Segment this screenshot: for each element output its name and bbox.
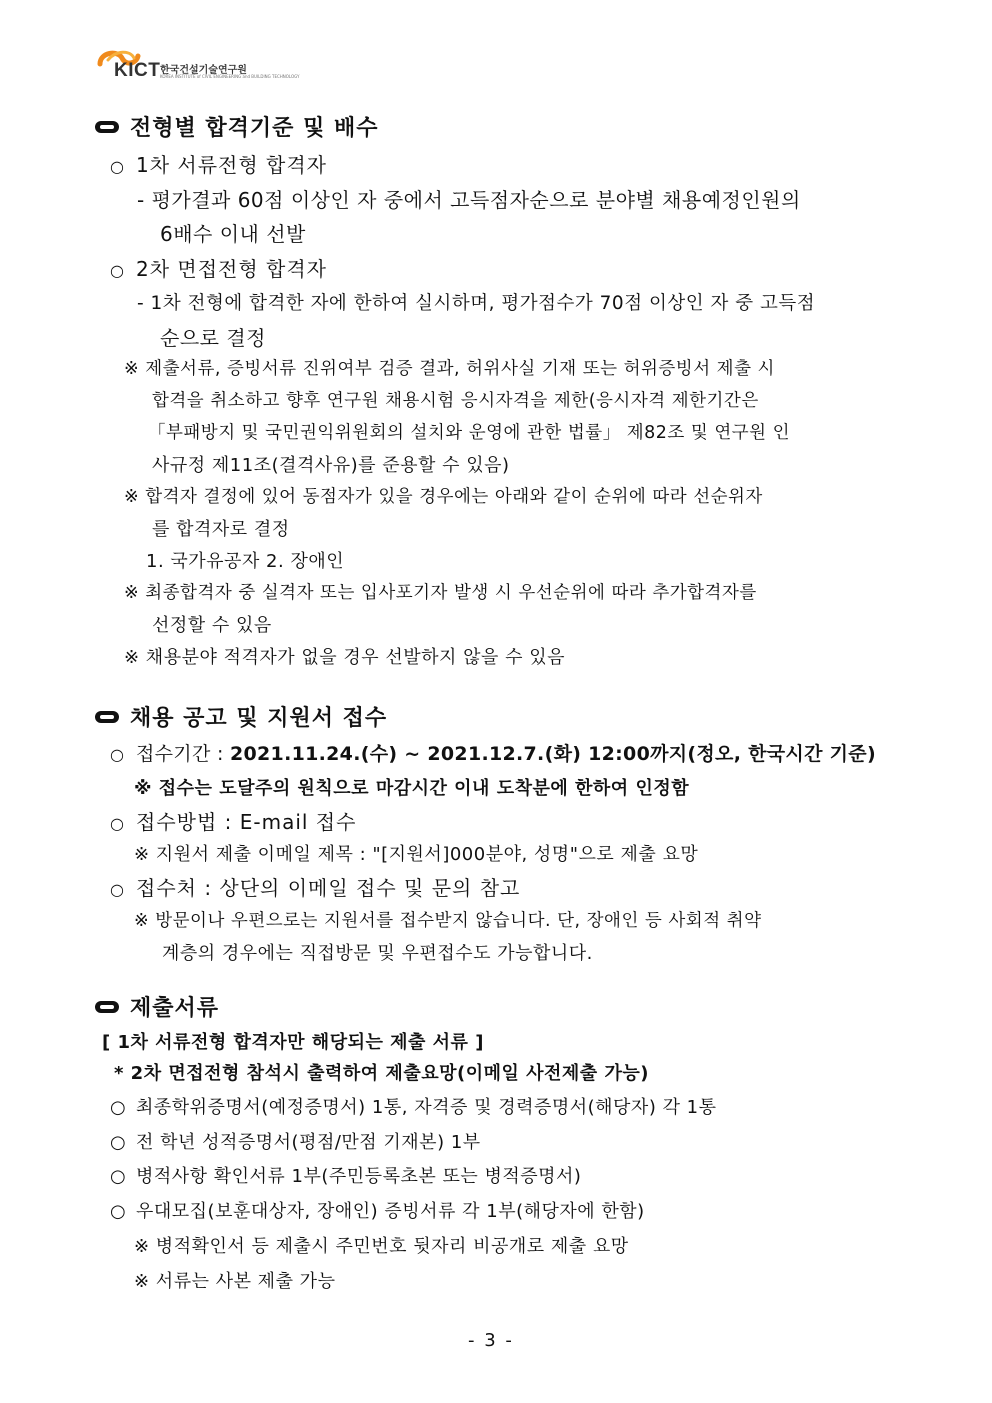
note: ※ 최종합격자 중 실격자 또는 입사포기자 발생 시 우선순위에 따라 추가합격자를 [124,583,757,603]
sub-item: - 1차 전형에 합격한 자에 한하여 실시하며, 평가점수가 70점 이상인 자 중 고득점 [137,293,816,314]
link-icon [94,709,120,725]
list-item: ○ 접수기간 : 2021.11.24.(수) ~ 2021.12.7.(화) 12:00까지(정오, 한국시간 기준) [110,743,876,765]
note: 합격을 취소하고 향후 연구원 채용시험 응시자격을 제한(응시자격 제한기간은 [152,391,759,411]
link-icon [94,119,120,135]
note: 「부패방지 및 국민권익위원회의 설치와 운영에 관한 법률」 제82조 및 연구원 인 [148,423,791,443]
note: 1. 국가유공자 2. 장애인 [146,551,345,572]
sub-item: 순으로 결정 [160,326,266,350]
note: 계층의 경우에는 직접방문 및 우편접수도 가능합니다. [162,943,593,964]
logo-name: 한국건설기술연구원 [160,65,247,76]
list-item: ○ 접수처 : 상단의 이메일 접수 및 문의 참고 [110,876,521,900]
note: ※ 접수는 도달주의 원칙으로 마감시간 이내 도착분에 한하여 인정함 [134,778,690,799]
section-title-documents: 제출서류 [94,991,219,1022]
list-item: ○ 접수방법 : E-mail 접수 [110,810,357,834]
document-item: ○ 병적사항 확인서류 1부(주민등록초본 또는 병적증명서) [110,1166,582,1187]
note: 를 합격자로 결정 [152,519,290,540]
link-icon [94,999,120,1015]
logo-en-name: KOREA INSTITUTE of CIVIL ENGINEERING and BUILDING TECHNOLOGY [160,74,300,79]
note: 선정할 수 있음 [152,615,272,636]
sub-item: - 평가결과 60점 이상인 자 중에서 고득점자순으로 분야별 채용예정인원의 [137,188,801,212]
list-item: ○ 2차 면접전형 합격자 [110,257,327,281]
kict-logo [96,46,300,86]
document-item: ○ 우대모집(보훈대상자, 장애인) 증빙서류 각 1부(해당자에 한함) [110,1201,645,1222]
note: ※ 서류는 사본 제출 가능 [134,1271,336,1292]
list-item: ○ 1차 서류전형 합격자 [110,153,327,177]
note: ※ 합격자 결정에 있어 동점자가 있을 경우에는 아래와 같이 순위에 따라 선순위자 [124,487,763,507]
section-title-criteria: 전형별 합격기준 및 배수 [94,111,379,142]
section-title-application: 채용 공고 및 지원서 접수 [94,701,387,732]
note: ※ 채용분야 적격자가 없을 경우 선발하지 않을 수 있음 [124,647,566,668]
sub-item: 6배수 이내 선발 [160,222,306,246]
page-number: - 3 - [468,1330,514,1351]
note: ※ 방문이나 우편으로는 지원서를 접수받지 않습니다. 단, 장애인 등 사회적 취약 [134,911,762,931]
note: ※ 제출서류, 증빙서류 진위여부 검증 결과, 허위사실 기재 또는 허위증빙서 제출 시 [124,359,775,379]
note: ※ 병적확인서 등 제출시 주민번호 뒷자리 비공개로 제출 요망 [134,1236,629,1257]
document-item: ○ 전 학년 성적증명서(평점/만점 기재본) 1부 [110,1132,481,1153]
documents-star-note: * 2차 면접전형 참석시 출력하여 제출요망(이메일 사전제출 가능) [114,1063,649,1084]
documents-bracket-note: [ 1차 서류전형 합격자만 해당되는 제출 서류 ] [102,1032,484,1053]
note: 사규정 제11조(결격사유)를 준용할 수 있음) [152,455,510,476]
note: ※ 지원서 제출 이메일 제목 : "[지원서]000분야, 성명"으로 제출 요망 [134,844,699,865]
document-item: ○ 최종학위증명서(예정증명서) 1통, 자격증 및 경력증명서(해당자) 각 1통 [110,1097,717,1118]
logo-abbr: KICT [114,60,161,81]
